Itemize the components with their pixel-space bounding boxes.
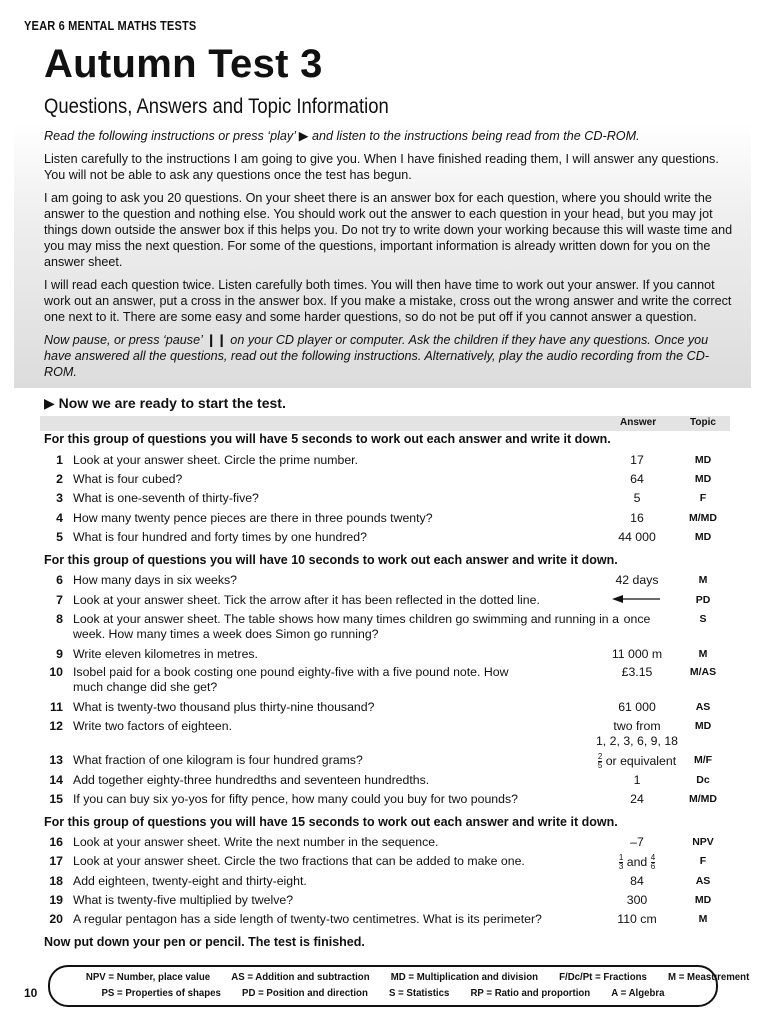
question-answer — [574, 719, 700, 749]
question-number: 4 — [56, 511, 63, 525]
topic-key-line-2 — [77, 987, 690, 999]
answer-and: and — [626, 854, 648, 869]
question-answer: 24 — [630, 792, 644, 806]
question-number: 16 — [49, 835, 63, 849]
question-topic: F — [699, 492, 707, 504]
answer-column-header: Answer — [620, 417, 657, 428]
fraction: $\frac{1}{3}$ — [618, 853, 624, 871]
question-answer: 5 — [633, 491, 641, 505]
answer-line-2: 1, 2, 3, 6, 9, 18 — [595, 734, 679, 748]
question-number: 6 — [56, 573, 63, 587]
question-text: What fraction of one kilogram is four hundred grams? — [73, 753, 363, 767]
instruction-paragraph: I am going to ask you 20 questions. On your sheet there is an answer box for each question, where you should write the answer to the question and nothing else. You should work out the answer to each question in your head, but you may jot things down outside the answer box if this helps you. Do not try to write down your working because this will waste time and you may miss the next question. For some of the questions, important information is already written down for you on the answer sheet. — [44, 191, 733, 269]
question-number: 7 — [56, 593, 63, 607]
question-topic: MD — [694, 531, 712, 543]
key-entry: NPV = Number, place value — [85, 971, 211, 983]
start-test-heading: ▶ Now we are ready to start the test. — [44, 395, 286, 411]
question-text: Look at your answer sheet. Circle the two fractions that can be added to make one. — [73, 854, 525, 868]
question-text: Look at your answer sheet. Tick the arrow after it has been reflected in the dotted line. — [73, 593, 540, 607]
question-answer: 84 — [630, 874, 644, 888]
question-topic: M/F — [693, 754, 713, 766]
question-text: Look at your answer sheet. Write the next number in the sequence. — [73, 835, 439, 849]
question-answer: 11 000 m — [611, 647, 663, 661]
key-entry: MD = Multiplication and division — [390, 971, 539, 983]
question-number: 13 — [49, 753, 63, 767]
question-number: 18 — [49, 874, 63, 888]
page-number: 10 — [24, 986, 38, 1000]
question-number: 1 — [56, 453, 63, 467]
question-topic: M — [698, 574, 708, 586]
key-entry: AS = Addition and subtraction — [231, 971, 370, 983]
page-title: Autumn Test 3 — [44, 42, 323, 86]
question-answer: 42 days — [615, 573, 659, 587]
question-answer: 300 — [626, 893, 648, 907]
question-answer: 110 cm — [617, 912, 657, 926]
question-topic: MD — [694, 473, 712, 485]
question-number: 2 — [56, 472, 63, 486]
question-text: Write two factors of eighteen. — [73, 719, 233, 733]
question-topic: F — [699, 855, 707, 867]
question-number: 15 — [49, 792, 63, 806]
question-text: Look at your answer sheet. The table shows how many times children go swimming and running in a week. How many times a week does Simon go running? — [73, 612, 619, 641]
topic-key — [48, 965, 750, 1007]
key-entry: M = Measurement — [667, 971, 750, 983]
topic-column-header: Topic — [690, 417, 716, 428]
question-answer: once — [623, 612, 651, 626]
question-topic: PD — [695, 594, 711, 606]
fraction: $\frac{4}{6}$ — [650, 853, 656, 871]
question-answer: £3.15 — [621, 665, 653, 679]
question-number: 10 — [49, 665, 63, 679]
test-finished-note: Now put down your pen or pencil. The test is finished. — [44, 935, 365, 949]
instruction-paragraph: Listen carefully to the instructions I am going to give you. When I have finished reading them, I will answer any questions. You will not be able to ask any questions once the test has begun. — [44, 152, 719, 182]
question-text: A regular pentagon has a side length of twenty-two centimetres. What is its perimeter? — [73, 912, 542, 926]
instruction-pause: Now pause, or press ‘pause’ ❙❙ on your CD player or computer. Ask the children if they have any questions. Once you have answered all the questions, read out the following instructions. Alternatively, play the audio recording from the CD-ROM. — [44, 333, 710, 379]
question-text: Isobel paid for a book costing one pound eighty-five with a five pound note. How much change did she get? — [73, 665, 509, 694]
question-number: 5 — [56, 530, 63, 544]
question-number: 17 — [49, 854, 63, 868]
question-number: 11 — [50, 700, 63, 714]
key-entry: S = Statistics — [388, 987, 450, 999]
left-arrow-icon — [612, 593, 662, 605]
question-text: Add eighteen, twenty-eight and thirty-eight. — [73, 874, 307, 888]
question-text: How many days in six weeks? — [73, 573, 238, 587]
question-answer — [574, 753, 700, 770]
question-answer — [574, 854, 700, 871]
question-number: 9 — [56, 647, 63, 661]
group-heading-15-seconds: For this group of questions you will have 15 seconds to work out each answer and write it down. — [44, 815, 618, 829]
instruction-play: Read the following instructions or press ‘play’ ▶ and listen to the instructions being read from the CD-ROM. — [44, 129, 640, 143]
question-text: What is four cubed? — [73, 472, 183, 486]
question-answer: 1 — [633, 773, 641, 787]
question-topic: AS — [695, 701, 711, 713]
question-topic: M/MD — [689, 793, 717, 805]
question-text: What is one-seventh of thirty-five? — [73, 491, 259, 505]
key-entry: F/Dc/Pt = Fractions — [559, 971, 647, 983]
question-topic: NPV — [692, 836, 714, 848]
question-text: If you can buy six yo-yos for fifty pence, how many could you buy for two pounds? — [73, 792, 518, 806]
question-topic: M — [698, 648, 708, 660]
question-topic: MD — [694, 894, 712, 906]
header-label: YEAR 6 MENTAL MATHS TESTS — [24, 18, 197, 33]
question-number: 3 — [56, 491, 63, 505]
page-subtitle: Questions, Answers and Topic Information — [44, 95, 389, 118]
question-number: 14 — [49, 773, 63, 787]
key-entry: PD = Position and direction — [241, 987, 368, 999]
instructions-text — [44, 128, 734, 387]
question-text: Add together eighty-three hundredths and seventeen hundredths. — [73, 773, 430, 787]
instruction-paragraph: I will read each question twice. Listen carefully both times. You will then have time to work out your answer. If you cannot work out an answer, put a cross in the answer box. If you make a mistake, cross out the wrong answer and write the correct one next to it. There are some easy and some harder questions, so do not be put off if you cannot answer a question. — [44, 278, 732, 324]
question-topic: M/MD — [689, 512, 717, 524]
answer-suffix: or equivalent — [605, 753, 677, 768]
left-arrow-icon — [574, 593, 700, 609]
question-number: 8 — [56, 612, 63, 626]
question-number: 12 — [49, 719, 63, 733]
question-topic: M/AS — [689, 666, 717, 678]
question-answer: 44 000 — [618, 530, 656, 544]
question-number: 20 — [49, 912, 63, 926]
topic-key-line-1 — [77, 971, 750, 983]
question-text: Look at your answer sheet. Circle the prime number. — [73, 453, 359, 467]
question-answer: 17 — [630, 453, 644, 467]
question-topic: S — [699, 613, 707, 625]
question-answer: 16 — [630, 511, 644, 525]
question-topic: MD — [694, 454, 712, 466]
question-text: How many twenty pence pieces are there in three pounds twenty? — [73, 511, 433, 525]
question-text: What is twenty-two thousand plus thirty-nine thousand? — [73, 700, 375, 714]
question-topic: Dc — [696, 774, 710, 786]
key-entry: RP = Ratio and proportion — [470, 987, 591, 999]
question-number: 19 — [49, 893, 63, 907]
key-entry: A = Algebra — [611, 987, 665, 999]
question-answer: 61 000 — [618, 700, 656, 714]
question-answer: –7 — [630, 835, 644, 849]
question-topic: AS — [695, 875, 711, 887]
group-heading-10-seconds: For this group of questions you will have 10 seconds to work out each answer and write it down. — [44, 553, 618, 567]
question-answer: 64 — [630, 472, 644, 486]
question-topic: M — [698, 913, 708, 925]
question-topic: MD — [694, 720, 712, 732]
question-text: What is twenty-five multiplied by twelve? — [73, 893, 294, 907]
question-text: What is four hundred and forty times by one hundred? — [73, 530, 367, 544]
key-entry: PS = Properties of shapes — [101, 987, 221, 999]
group-heading-5-seconds: For this group of questions you will have 5 seconds to work out each answer and write it down. — [44, 432, 611, 446]
fraction: $\frac{2}{5}$ — [597, 752, 603, 770]
answer-line-1: two from — [613, 719, 661, 733]
question-text: Write eleven kilometres in metres. — [73, 647, 258, 661]
